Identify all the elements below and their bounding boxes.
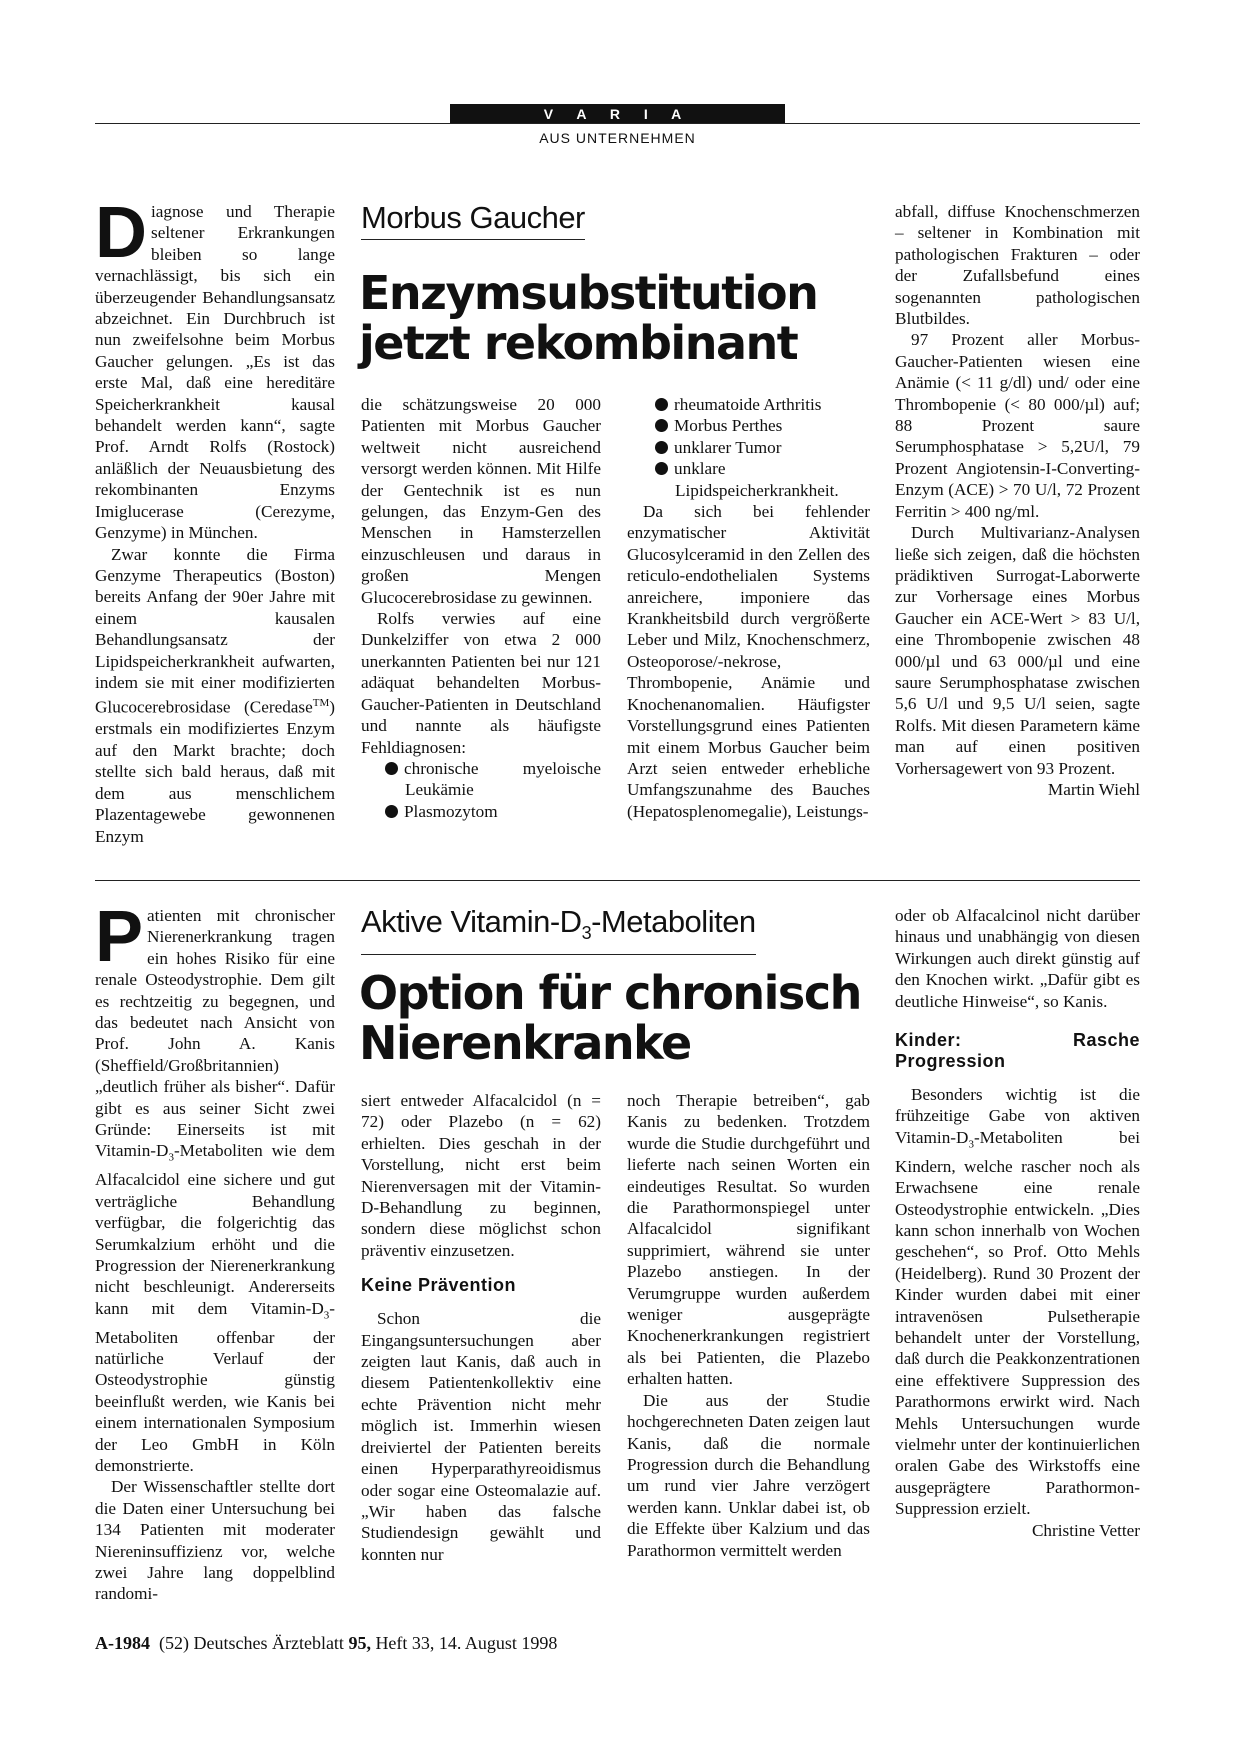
article1-headline: Enzymsubstitution jetzt rekombinant <box>359 266 818 370</box>
paragraph: 97 Prozent aller Morbus-Gaucher-Patienten wiesen eine Anämie (< 11 g/dl) und/ oder eine Thrombopenie (< 80 000/µl) auf; 88 Prozent saure Serumphosphatase > 5,2U/l, 79 Prozent Angiotensin-I-Converting-Enzym (ACE) > 70 U/l, 72 Prozent Ferritin > 400 ng/ml. <box>895 330 1140 521</box>
paragraph: Schon die Eingangsuntersuchungen aber zeigten laut Kanis, daß auch in diesem Patientenkollektiv eine echte Prävention nicht mehr möglich ist. Immerhin wiesen dreiviertel der Patienten bereits einen Hyperparathyreoidismus oder sogar eine Osteomalazie auf. „Wir haben das falsche Studiendesign gewählt und konnten nur <box>361 1309 601 1564</box>
article2-column-2 <box>361 1090 601 1565</box>
paragraph: iagnose und Therapie seltener Erkrankungen bleiben so lange vernachlässigt, bis sich ein überzeugender Behandlungsansatz abzeichnet. Ein Durchbruch ist nun zweifelsohne beim Morbus Gaucher gelungen. „Es ist das erste Mal, daß eine hereditäre Speicherkrankheit kausal behandelt werden kann“, sagte Prof. Arndt Rolfs (Rostock) anläßlich der Neuausbietung des rekombinanten Enzyms Imiglucerase (Cerezyme, Genzyme) in München. <box>95 202 335 543</box>
paragraph: oder ob Alfacalcinol nicht darüber hinaus und unabhängig von diesen Wirkungen auch direkt günstig auf den Knochen wirkt. „Dafür gibt es deutliche Hinweise“, so Kanis. <box>895 906 1140 1011</box>
article1-column-1 <box>95 193 335 847</box>
author: Martin Wiehl <box>1047 779 1140 799</box>
article1-column-2 <box>361 394 601 822</box>
list-item: unklare Lipidspeicherkrankheit. <box>655 458 870 501</box>
list-item: Plasmozytom <box>385 801 601 822</box>
paragraph: Durch Multivarianz-Analysen ließe sich zeigen, daß die höchsten prädiktiven Surrogat-Laborwerte zur Vorhersage eines Morbus Gaucher ein ACE-Wert > 83 U/l, eine Thrombopenie zwischen 48 000/µl und 63 000/µl und eine saure Serumphosphatase zwischen 5,6 U/l und 9,5 U/l seien, sagte Rolfs. Mit diesen Parametern käme man auf einen positiven Vorhersagewert von 93 Prozent. <box>895 523 1140 778</box>
paragraph: Rolfs verwies auf eine Dunkelziffer von etwa 2 000 unerkannten Patienten bei nur 121 adäquat behandelten Morbus-Gaucher-Patienten in Deutschland und nannte als häufigste Fehldiagnosen: <box>361 609 601 757</box>
list-item: chronische myeloische Leukämie <box>385 758 601 801</box>
paragraph: die schätzungsweise 20 000 Patienten mit Morbus Gaucher weltweit nicht ausreichend versorgt werden können. Mit Hilfe der Gentechnik ist es nun gelungen, das Enzym-Gen des Menschen in Hamsterzellen einzuschleusen und daraus in großen Mengen Glucocerebrosidase zu gewinnen. <box>361 395 601 607</box>
drop-cap: D <box>95 193 147 273</box>
bullet-list <box>627 394 870 501</box>
paragraph: siert entweder Alfacalcidol (n = 72) oder Plazebo (n = 62) erhielten. Dies geschah in der Vorstellung, nicht erst beim Nierenversagen mit der Vitamin-D-Behandlung zu beginnen, sondern diese möglichst schon präventiv einzusetzen. <box>361 1091 601 1260</box>
section-subtitle: AUS UNTERNEHMEN <box>539 130 696 146</box>
paragraph: Der Wissenschaftler stellte dort die Daten einer Untersuchung bei 134 Patienten mit moderater Niereninsuffizienz vor, welche zwei Jahre lang doppelblind randomi- <box>95 1477 335 1604</box>
paragraph: Die aus der Studie hochgerechneten Daten zeigen laut Kanis, daß die normale Progression durch die Behandlung um rund vier Jahre verzögert werden kann. Unklar dabei ist, ob die Effekte über Kalzium und das Parathormon vermittelt werden <box>627 1390 870 1560</box>
bullet-icon <box>385 805 398 818</box>
bullet-icon <box>655 419 668 432</box>
paragraph: Besonders wichtig ist die frühzeitige Gabe von aktiven Vitamin-$D_3$-Metaboliten bei Kindern, welche rascher noch als Erwachsene eine renale Osteodystrophie entwickeln. „Dies kann schon innerhalb von Wochen geschehen“, so Prof. Otto Mehls (Heidelberg). Rund 30 Prozent der Kinder wurden dabei mit einer intravenösen Pulsetherapie behandelt unter der Vorstellung, daß durch die Peakkonzentrationen eine effektivere Suppression des Parathormons erwirkt wird. Nach Mehls Untersuchungen wurde vielmehr unter der kontinuierlichen oralen Gabe des Wirkstoffs eine ausgeprägtere Parathormon-Suppression erzielt. <box>895 1085 1140 1519</box>
subheading: Keine Prävention <box>361 1275 517 1296</box>
paragraph: noch Therapie betreiben“, gab Kanis zu bedenken. Trotzdem wurde die Studie durchgeführt und lieferte nach seinen Worten ein eindeutiges Resultat. So wurden die Parathormonspiegel unter Alfacalcidol signifikant supprimiert, während sie unter Plazebo anstiegen. In der Verumgruppe wurden außerdem weniger ausgeprägte Knochenerkrankungen registriert als bei Patienten, die Plazebo erhalten hatten. <box>627 1091 870 1389</box>
article2-headline: Option für chronisch Nierenkranke <box>359 966 861 1070</box>
bullet-icon <box>655 441 668 454</box>
page-number: A-1984 <box>95 1633 150 1653</box>
bullet-icon <box>655 398 668 411</box>
paragraph: Da sich bei fehlender enzymatischer Aktivität Glucosylceramid in den Zellen des reticulo-endothelialen Systems anreichere, imponiere das Krankheitsbild durch vergrößerte Leber und Milz, Knochenschmerz, Osteoporose/-nekrose, Thrombopenie, Anämie und Knochenanomalien. Häufigster Vorstellungsgrund eines Patienten mit einem Morbus Gaucher beim Arzt seien entweder erhebliche Umfangszunahme des Bauches (Hepatosplenomegalie), Leistungs- <box>627 502 870 821</box>
paragraph: Zwar konnte die Firma Genzyme Therapeutics (Boston) bereits Anfang der 90er Jahre mit einem kausalen Behandlungsansatz der Lipidspeicherkrankheit aufwarten, indem sie mit einer modifizierten Glucocerebrosidase (Ceredase™) erstmals ein modifiziertes Enzym auf den Markt brachte; doch stellte sich bald heraus, daß mit dem aus menschlichem Plazentagewebe gewonnenen Enzym <box>95 544 335 846</box>
article2-kicker: Aktive Vitamin-$D_3$-Metaboliten <box>361 905 756 955</box>
list-item: Morbus Perthes <box>655 415 870 436</box>
article1-column-3 <box>627 394 870 822</box>
article2-column-3 <box>627 1090 870 1561</box>
article2-column-4 <box>895 905 1140 1541</box>
bullet-icon <box>655 462 668 475</box>
paragraph: abfall, diffuse Knochenschmerzen – seltener in Kombination mit pathologischen Frakturen – oder der Zufallsbefund eines sogenannten pathologischen Blutbildes. <box>895 202 1140 329</box>
bullet-icon <box>385 762 398 775</box>
page-footer: A-1984 (52) Deutsches Ärzteblatt 95, Heft 33, 14. August 1998 <box>95 1633 558 1653</box>
list-item: rheumatoide Arthritis <box>655 394 870 415</box>
article-divider <box>95 880 1140 881</box>
bullet-list <box>361 758 601 822</box>
section-banner: V A R I A <box>450 104 785 124</box>
list-item: unklarer Tumor <box>655 437 870 458</box>
article2-column-1: Patienten mit chronischer Nierenerkrankung tragen ein hohes Risiko für eine renale Osteodystrophie. Dem gilt es rechtzeitig zu begegnen, und das bedeutet nach Ansicht von Prof. John A. Kanis (Sheffield/Großbritannien) „deutlich früher als bisher“. Dafür gibt es aus seiner Sicht zwei Gründe: Einerseits ist mit Vitamin-$D_3$-Metaboliten wie dem Alfacalcidol eine sichere und gut verträgliche Behandlung verfügbar, die folgerichtig das Serumkalzium erhöht und die Progression der Nierenerkrankung nicht beschleunigt. Andererseits kann mit dem Vitamin-$D_3$-Metaboliten offenbar der natürliche Verlauf der Osteodystrophie günstig beeinflußt werden, wie Kanis bei einem internationalen Symposium der Leo GmbH in Köln demonstrierte. Der Wissenschaftler stellte dort die Daten einer Untersuchung bei 134 Patienten mit moderater Niereninsuffizienz vor, welche zwei Jahre lang doppelblind randomi- <box>95 897 335 1604</box>
drop-cap: P <box>95 897 144 977</box>
header-rule <box>95 123 1140 124</box>
subheading: Kinder: Rasche Progression <box>895 1030 1140 1072</box>
author: Christine Vetter <box>1031 1520 1140 1540</box>
article1-column-4 <box>895 201 1140 800</box>
article1-kicker: Morbus Gaucher <box>361 201 585 240</box>
